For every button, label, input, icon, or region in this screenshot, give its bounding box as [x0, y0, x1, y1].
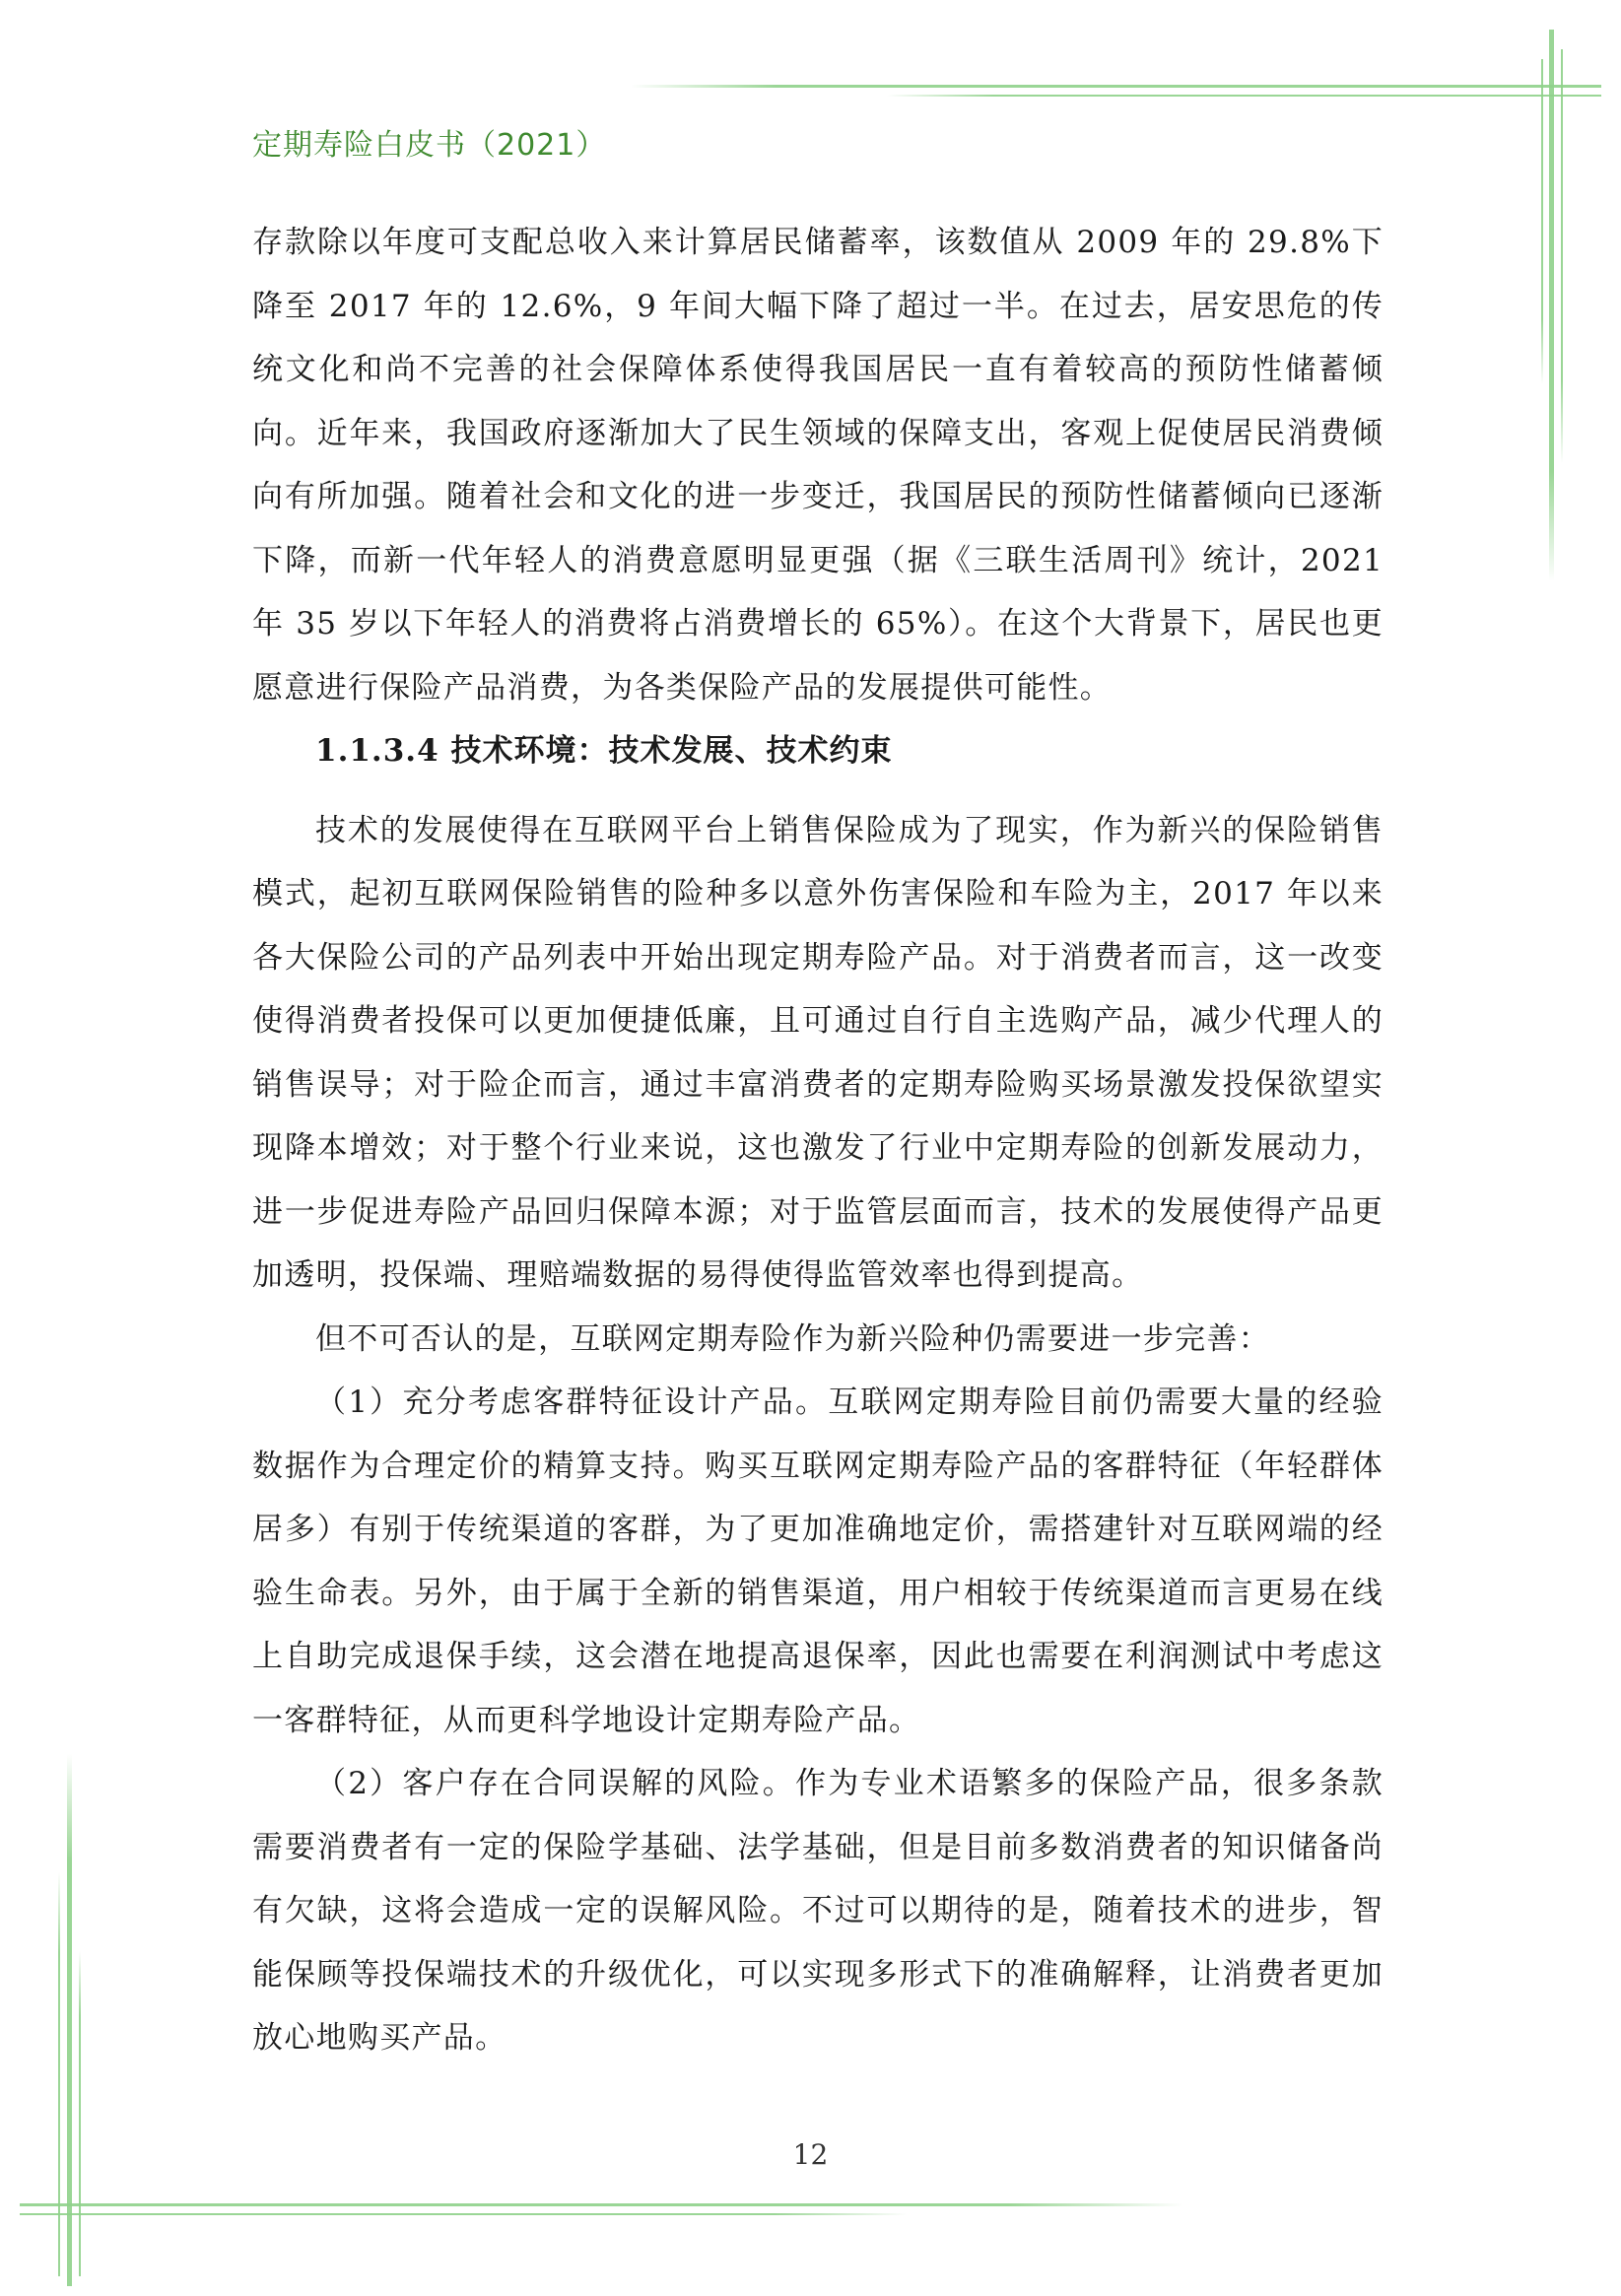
paragraph-point-1: （1）充分考虑客群特征设计产品。互联网定期寿险目前仍需要大量的经验数据作为合理定价的精算支持。购买互联网定期寿险产品的客群特征（年轻群体居多）有别于传统渠道的客群，为了更加准确地定价，需搭建针对互联网端的经验生命表。另外，由于属于全新的销售渠道，用户相较于传统渠道而言更易在线上自助完成退保手续，这会潜在地提高退保率，因此也需要在利润测试中考虑这一客群特征，从而更科学地设计定期寿险产品。	[252, 1384, 1384, 1738]
paragraph-point-2: （2）客户存在合同误解的风险。作为专业术语繁多的保险产品，很多条款需要消费者有一定的保险学基础、法学基础，但是目前多数消费者的知识储备尚有欠缺，这将会造成一定的误解风险。不过可以期待的是，随着技术的进步，智能保顾等投保端技术的升级优化，可以实现多形式下的准确解释，让消费者更加放心地购买产品。	[252, 1766, 1384, 2056]
paragraph-technology: 技术的发展使得在互联网平台上销售保险成为了现实，作为新兴的保险销售模式，起初互联网保险销售的险种多以意外伤害保险和车险为主，2017 年以来各大保险公司的产品列表中开始出现定期寿险产品。对于消费者而言，这一改变使得消费者投保可以更加便捷低廉，且可通过自行自主选购产品，减少代理人的销售误导；对于险企而言，通过丰富消费者的定期寿险购买场景激发投保欲望实现降本增效；对于整个行业来说，这也激发了行业中定期寿险的创新发展动力，进一步促进寿险产品回归保障本源；对于监管层面而言，技术的发展使得产品更加透明，投保端、理赔端数据的易得使得监管效率也得到提高。	[252, 812, 1384, 1293]
page-number: 12	[792, 2138, 829, 2171]
page-body	[252, 211, 1384, 2070]
running-header: 定期寿险白皮书（2021）	[252, 128, 607, 163]
paragraph-transition: 但不可否认的是，互联网定期寿险作为新兴险种仍需要进一步完善：	[315, 1320, 1270, 1357]
intro-paragraph: 存款除以年度可支配总收入来计算居民储蓄率，该数值从 2009 年的 29.8%下降至 2017 年的 12.6%，9 年间大幅下降了超过一半。在过去，居安思危的传统文化和尚不完善的社会保障体系使得我国居民一直有着较高的预防性储蓄倾向。近年来，我国政府逐渐加大了民生领域的保障支出，客观上促使居民消费倾向有所加强。随着社会和文化的进一步变迁，我国居民的预防性储蓄倾向已逐渐下降，而新一代年轻人的消费意愿明显更强（据《三联生活周刊》统计，2021 年 35 岁以下年轻人的消费将占消费增长的 65%）。在这个大背景下，居民也更愿意进行保险产品消费，为各类保险产品的发展提供可能性。	[252, 225, 1384, 706]
section-heading: 1.1.3.4 技术环境：技术发展、技术约束	[315, 733, 893, 769]
